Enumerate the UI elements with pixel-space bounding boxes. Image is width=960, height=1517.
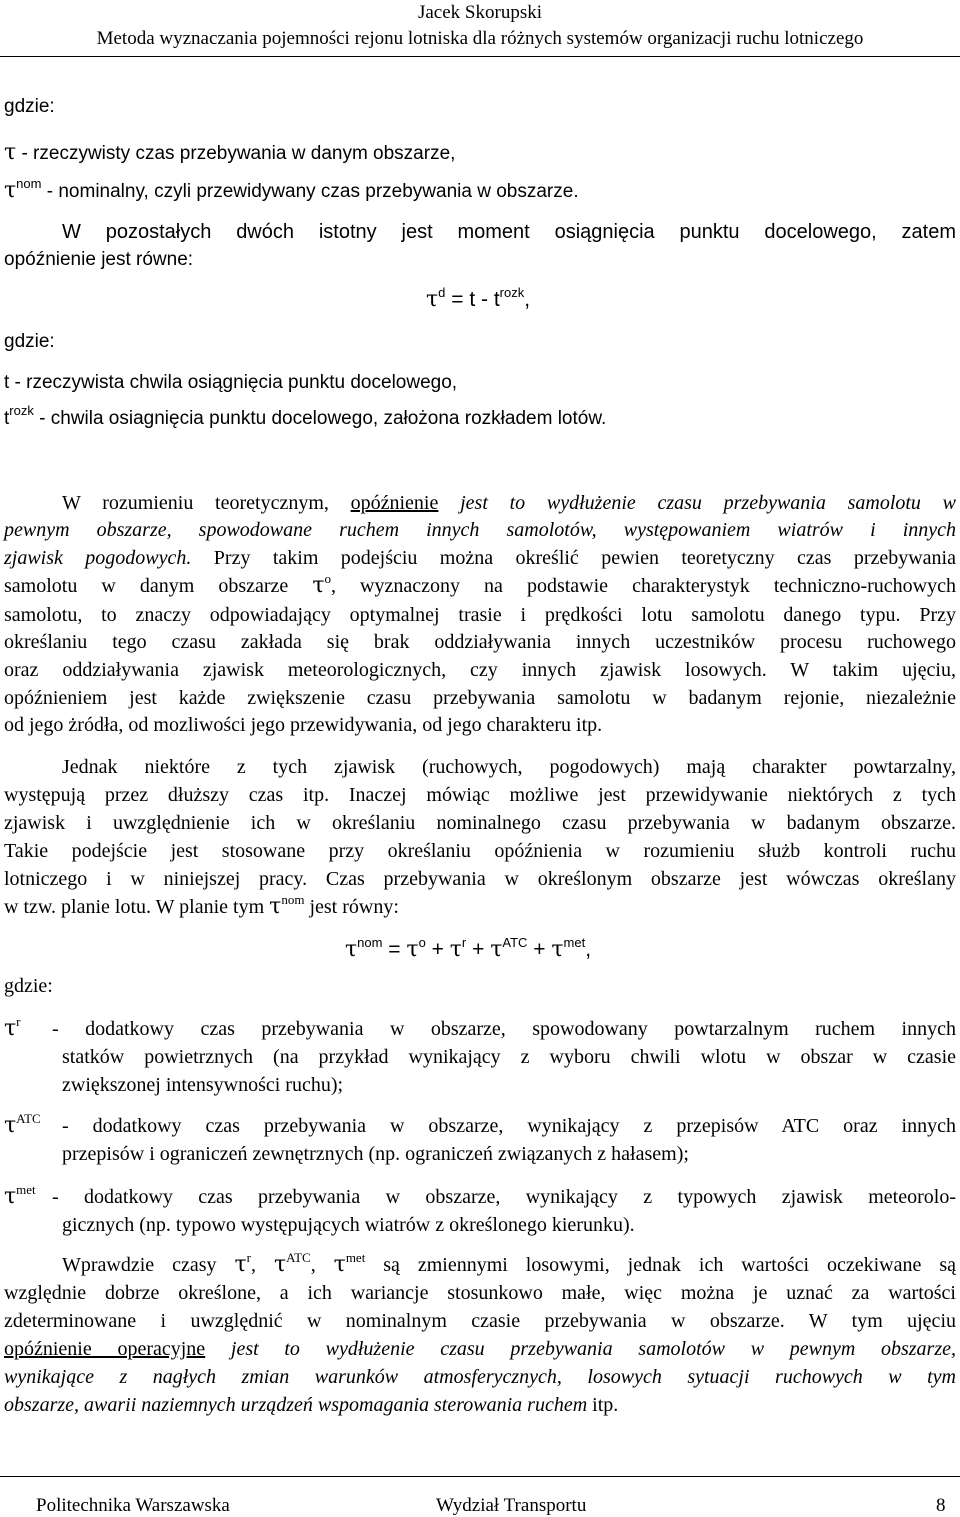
tau-met-definition-cont: gicznych (np. typowo występujących wiatrów z określonego kierunku). <box>62 1214 635 1236</box>
paragraph-line: zjawisk pogodowych. Przy takim podejściu można określić pewien teoretyczny czas przebywania <box>4 547 956 569</box>
header-title: Metoda wyznaczania pojemności rejonu lotniska dla różnych systemów organizacji ruchu lotniczego <box>96 28 864 49</box>
paragraph-line: w tzw. planie lotu. W planie tym $\tau^{nom}$ jest równy: <box>4 892 399 919</box>
paragraph-line: lotniczego i w niniejszej pracy. Czas przebywania w określonym obszarze jest wówczas określany <box>4 868 956 890</box>
paragraph-line: występują przez dłuższy czas itp. Inaczej mówiąc możliwe jest przewidywanie niektórych z tych <box>4 784 956 806</box>
gdzie-label-2: gdzie: <box>4 331 55 352</box>
term-opoznienie: opóźnienie <box>350 492 439 514</box>
footer-university: Politechnika Warszawska <box>36 1495 230 1516</box>
paragraph-line: zdeterminowane i uwzględnić w nominalnym czasie przebywania w obszarze. W tym ujęciu <box>4 1310 956 1332</box>
tau-nom-definition: $\tau^{nom}$ - nominalny, czyli przewidywany czas przebywania w obszarze. <box>4 176 579 203</box>
equation-delay: $\tau^d = t - t^{rozk}$, <box>426 285 531 312</box>
tau-symbol: τ <box>4 178 17 203</box>
paragraph-line: samolotu w danym obszarze $\tau^o$, wyznaczony na podstawie charakterystyk techniczno-ruchowych <box>4 571 956 598</box>
footer-page-number: 8 <box>936 1495 946 1516</box>
footer-faculty: Wydział Transportu <box>436 1495 587 1516</box>
tau-atc-definition: - dodatkowy czas przebywania w obszarze, wynikający z przepisów ATC oraz innych <box>62 1115 956 1137</box>
paragraph-line: pewnym obszarze, spowodowane ruchem innych samolotów, występowaniem wiatrów i innych <box>4 519 956 541</box>
tau-atc-definition-cont: przepisów i ograniczeń zewnętrznych (np. ograniczeń związanych z hałasem); <box>62 1143 689 1165</box>
tau-met-symbol: $\tau^{met}$ <box>4 1182 36 1209</box>
footer-rule <box>0 1476 960 1477</box>
tau-atc-symbol: $\tau^{ATC}$ <box>4 1111 41 1138</box>
paragraph-line: od jego żródła, od mozliwości jego przewidywania, od jego charakteru itp. <box>4 714 603 736</box>
tau-definition: τ - rzeczywisty czas przebywania w danym obszarze, <box>4 140 456 165</box>
t-rozk-definition: $t^{rozk}$ - chwila osiagnięcia punktu docelowego, założona rozkładem lotów. <box>4 403 607 429</box>
paragraph-line: Jednak niektóre z tych zjawisk (ruchowych, pogodowych) mają charakter powtarzalny, <box>62 756 956 778</box>
tau-symbol: τ <box>4 140 17 165</box>
tau-met-definition: - dodatkowy czas przebywania w obszarze, wynikający z typowych zjawisk meteorolo- <box>52 1186 956 1208</box>
paragraph-line: względnie dobrze określone, a ich wariancje stosunkowo małe, więc można je uznać za wartości <box>4 1282 956 1304</box>
gdzie-label-3: gdzie: <box>4 975 53 997</box>
paragraph-line: Takie podejście jest stosowane przy określaniu opóźnienia w rozumieniu służb kontroli ruchu <box>4 840 956 862</box>
paragraph-line: wynikające z nagłych zmian warunków atmosferycznych, losowych sytuacji ruchowych w tym <box>4 1366 956 1388</box>
paragraph-line: W pozostałych dwóch istotny jest moment osiągnięcia punktu docelowego, zatem <box>62 221 956 243</box>
paragraph-line: samolotu, to znaczy odpowiadający optymalnej trasie i prędkości lotu samolotu danego typu. Przy <box>4 604 956 626</box>
tau-r-definition-cont: zwiększonej intensywności ruchu); <box>62 1074 344 1096</box>
paragraph-line: obszarze, awarii naziemnych urządzeń wspomagania sterowania ruchem itp. <box>4 1394 619 1416</box>
paragraph-line: Wprawdzie czasy $\tau^r$, $\tau^{ATC}$, $\tau^{met}$ są zmiennymi losowymi, jednak ich wartości oczekiwane są <box>62 1250 956 1277</box>
tau-r-symbol: $\tau^r$ <box>4 1014 21 1041</box>
paragraph-line: W rozumieniu teoretycznym, opóźnienie jest to wydłużenie czasu przebywania samolotu w <box>62 492 956 514</box>
gdzie-label-1: gdzie: <box>4 96 55 117</box>
paragraph-line: opóźnienie jest równe: <box>4 249 194 270</box>
tau-r-definition: - dodatkowy czas przebywania w obszarze, spowodowany powtarzalnym ruchem innych <box>52 1018 956 1040</box>
paragraph-line: zjawisk i uwzględnienie ich w określaniu nominalnego czasu przebywania w badanym obszarze. <box>4 812 956 834</box>
paragraph-line: określaniu tego czasu zakłada się brak oddziaływania innych uczestników procesu ruchowego <box>4 631 956 653</box>
header-author: Jacek Skorupski <box>417 2 542 23</box>
term-opoznienie-operacyjne: opóźnienie operacyjne <box>4 1338 206 1360</box>
paragraph-line: opóźnienie operacyjne jest to wydłużenie czasu przebywania samolotów w pewnym obszarze, <box>4 1338 956 1360</box>
paragraph-line: oraz oddziaływania zjawisk meteorologicznych, czy innych zjawisk losowych. W takim ujęciu, <box>4 659 956 681</box>
equation-nominal-time: $\tau^{nom} = \tau^o + \tau^r + \tau^{ATC} + \tau^{met}$, <box>345 935 592 962</box>
t-definition: t - rzeczywista chwila osiągnięcia punktu docelowego, <box>4 372 458 393</box>
tau-r-definition-cont: statków powietrznych (na przykład wynikający z wyboru chwili wlotu w obszar w czasie <box>62 1046 956 1068</box>
header-rule <box>0 56 960 57</box>
paragraph-line: opóźnieniem jest każde zwiększenie czasu przebywania samolotu w badanym rejonie, niezależnie <box>4 687 956 709</box>
